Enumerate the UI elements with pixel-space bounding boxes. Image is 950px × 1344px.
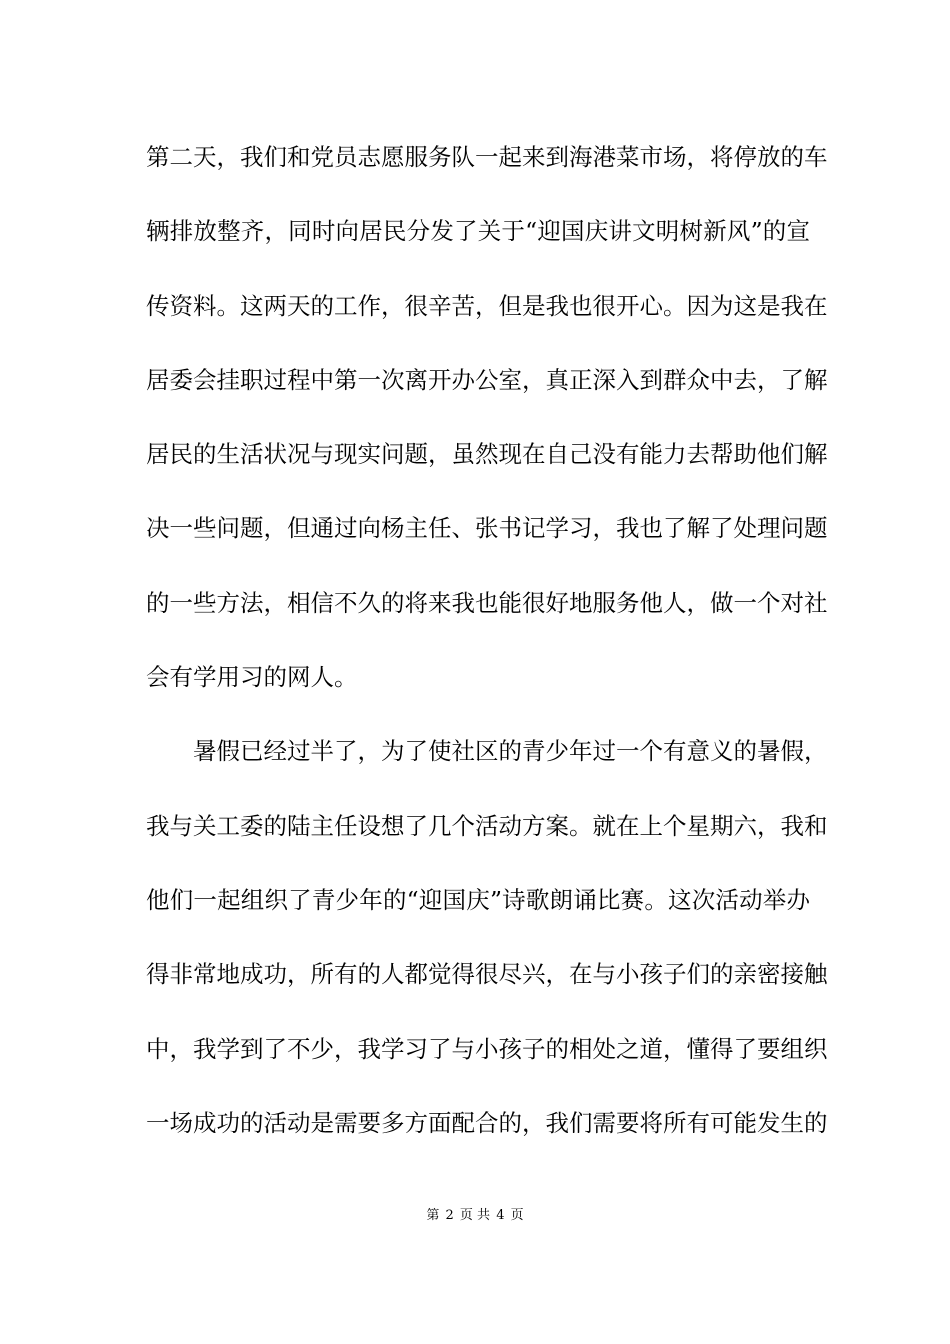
text-line: 中，我学到了不少，我学习了与小孩子的相处之道，懂得了要组织 bbox=[146, 1034, 828, 1063]
text-line: 他们一起组织了青少年的“迎国庆”诗歌朗诵比赛。这次活动举办 bbox=[146, 885, 810, 914]
text-line: 辆排放整齐，同时向居民分发了关于“迎国庆讲文明树新风”的宣 bbox=[146, 217, 810, 246]
text-line: 决一些问题，但通过向杨主任、张书记学习，我也了解了处理问题 bbox=[146, 514, 828, 543]
text-line: 我与关工委的陆主任设想了几个活动方案。就在上个星期六，我和 bbox=[146, 811, 828, 840]
total-pages-number: 4 bbox=[496, 1208, 505, 1223]
text-line: 第二天，我们和党员志愿服务队一起来到海港菜市场，将停放的车 bbox=[146, 143, 828, 171]
page-footer bbox=[0, 1208, 950, 1224]
page-label-middle: 页 共 bbox=[459, 1208, 491, 1223]
document-body bbox=[146, 130, 828, 1170]
text-line: 传资料。这两天的工作，很辛苦，但是我也很开心。因为这是我在 bbox=[146, 291, 828, 320]
text-line: 居民的生活状况与现实问题，虽然现在自己没有能力去帮助他们解 bbox=[146, 440, 828, 469]
text-line: 居委会挂职过程中第一次离开办公室，真正深入到群众中去，了解 bbox=[146, 365, 828, 394]
text-line: 的一些方法，相信不久的将来我也能很好地服务他人，做一个对社 bbox=[146, 588, 828, 617]
page-label-suffix: 页 bbox=[510, 1208, 524, 1223]
paragraph-first-line: 暑假已经过半了，为了使社区的青少年过一个有意义的暑假， bbox=[193, 737, 828, 766]
text-line: 会有学用习的网人。 bbox=[146, 663, 358, 692]
text-line: 一场成功的活动是需要多方面配合的，我们需要将所有可能发生的 bbox=[146, 1108, 828, 1137]
page-label-prefix: 第 bbox=[426, 1208, 440, 1223]
text-line: 得非常地成功，所有的人都觉得很尽兴，在与小孩子们的亲密接触 bbox=[146, 960, 828, 989]
current-page-number: 2 bbox=[445, 1208, 454, 1223]
